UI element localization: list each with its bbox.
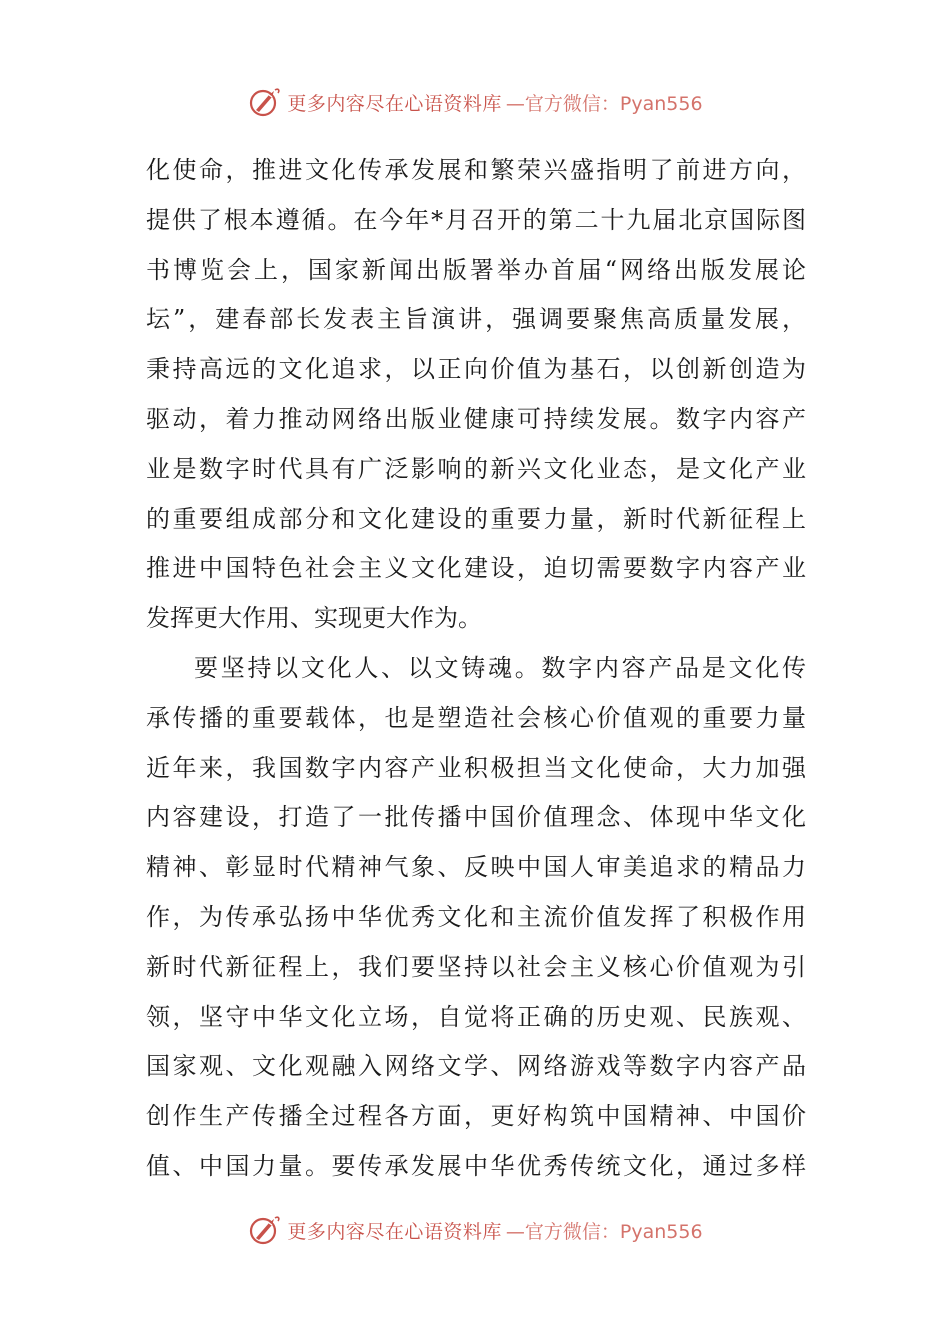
text-line: 业是数字时代具有广泛影响的新兴文化业态，是文化产业 (146, 454, 806, 483)
text-line: 的重要组成部分和文化建设的重要力量，新时代新征程上 (146, 504, 806, 533)
text-line: 精神、彰显时代精神气象、反映中国人审美追求的精品力 (146, 853, 806, 882)
banner-wechat: —官方微信：Pyan556 (505, 92, 703, 115)
text-line: 秉持高远的文化追求，以正向价值为基石，以创新创造为 (146, 355, 806, 384)
text-line: 近年来，我国数字内容产业积极担当文化使命，大力加强 (146, 753, 806, 782)
text-line: 推进中国特色社会主义文化建设，迫切需要数字内容产业 (146, 554, 806, 583)
pen-nib-circle-icon (247, 1212, 283, 1248)
pen-nib-circle-icon (247, 84, 283, 120)
footer-banner (0, 1210, 950, 1250)
text-line: 作，为传承弘扬中华优秀文化和主流价值发挥了积极作用 (146, 902, 806, 931)
text-line: 发挥更大作用、实现更大作为。 (146, 604, 482, 633)
text-line: 领，坚守中华文化立场，自觉将正确的历史观、民族观、 (146, 1002, 806, 1031)
text-line: 值、中国力量。要传承发展中华优秀传统文化，通过多样 (146, 1151, 806, 1180)
banner-title: 更多内容尽在心语资料库 (287, 1220, 502, 1243)
text-line: 书博览会上，国家新闻出版署举办首届“网络出版发展论 (146, 255, 806, 284)
text-line: 内容建设，打造了一批传播中国价值理念、体现中华文化 (146, 803, 806, 832)
text-line: 化使命，推进文化传承发展和繁荣兴盛指明了前进方向， (146, 156, 806, 184)
paragraph-first-line: 要坚持以文化人、以文铸魂。数字内容产品是文化传 (194, 653, 806, 682)
text-line: 坛”，建春部长发表主旨演讲，强调要聚焦高质量发展， (146, 305, 806, 334)
text-line: 承传播的重要载体，也是塑造社会核心价值观的重要力量 (146, 703, 806, 732)
header-banner (0, 82, 950, 122)
text-line: 提供了根本遵循。在今年*月召开的第二十九届北京国际图 (146, 205, 806, 234)
document-body (146, 146, 806, 1192)
banner-wechat: —官方微信：Pyan556 (505, 1220, 703, 1243)
text-line: 驱动，着力推动网络出版业健康可持续发展。数字内容产 (146, 404, 806, 433)
text-line: 新时代新征程上，我们要坚持以社会主义核心价值观为引 (146, 952, 806, 981)
text-line: 创作生产传播全过程各方面，更好构筑中国精神、中国价 (146, 1102, 806, 1131)
text-line: 国家观、文化观融入网络文学、网络游戏等数字内容产品 (146, 1052, 806, 1081)
banner-title: 更多内容尽在心语资料库 (287, 92, 502, 115)
